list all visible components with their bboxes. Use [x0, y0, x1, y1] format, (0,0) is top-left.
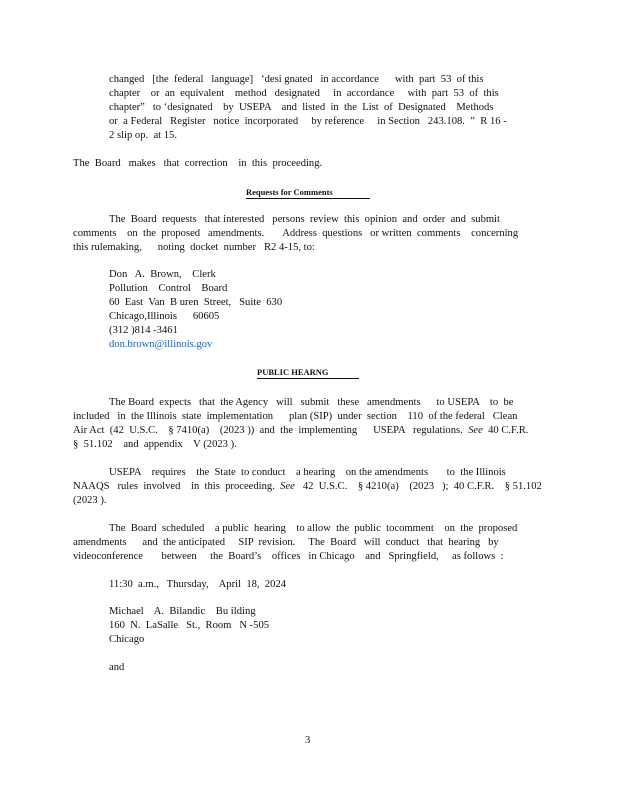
location-city: Chicago [109, 634, 145, 645]
para3-line: amendments and the anticipated SIP revision. The Board will conduct that hearing by [73, 537, 499, 548]
requests-heading: Requests for Comments [246, 186, 370, 199]
para1-line: § 51.102 and appendix V (2023 ). [73, 439, 237, 450]
para1-cite: 40 C.F.R. [488, 425, 529, 436]
para2-line: (2023 ). [73, 495, 107, 506]
clerk-phone: (312 )814 -3461 [109, 325, 178, 336]
requests-line: this rulemaking, noting docket number R2 4-15, to: [73, 242, 315, 253]
public-hearing-heading: PUBLIC HEARNG [257, 366, 359, 379]
para2-line: USEPA requires the State to conduct a hearing on the amendments to the Illinois [109, 467, 506, 478]
page-number: 3 [305, 735, 311, 746]
location-street: 160 N. LaSalle St., Room N -505 [109, 620, 270, 631]
quote-line: chapter or an equivalent method designated in accordance with part 53 of this [109, 88, 499, 99]
para2-line-text: NAAQS rules involved in this proceeding. [73, 481, 275, 492]
para1-line: included in the Illinois state implementation plan (SIP) under section 110 of the federal Clean [73, 411, 518, 422]
clerk-name: Don A. Brown, Clerk [109, 269, 216, 280]
and-text: and [109, 662, 125, 673]
quote-line: chapter” to ‘designated by USEPA and listed in the List of Designated Methods [109, 102, 494, 113]
para1-line: The Board expects that the Agency will submit these amendments to USEPA to be [109, 397, 514, 408]
requests-line: The Board requests that interested persons review this opinion and order and submit [109, 214, 501, 225]
quote-line: changed [the federal language] ‘desi gnated in accordance with part 53 of this [109, 74, 484, 85]
see-signal: See [280, 481, 295, 492]
hearing-time: 11:30 a.m., Thursday, April 18, 2024 [109, 579, 287, 590]
para2-line [73, 480, 542, 494]
clerk-email-link[interactable]: don.brown@illinois.gov [109, 339, 213, 350]
clerk-city: Chicago,Illinois 60605 [109, 311, 220, 322]
clerk-street: 60 East Van B uren Street, Suite 630 [109, 297, 283, 308]
para3-line: videoconference between the Board’s offices in Chicago and Springfield, as follows : [73, 551, 504, 562]
see-signal: See [468, 425, 483, 436]
correction-sentence: The Board makes that correction in this proceeding. [73, 158, 323, 169]
para3-line: The Board scheduled a public hearing to allow the public tocomment on the proposed [109, 523, 518, 534]
location-building: Michael A. Bilandic Bu ilding [109, 606, 256, 617]
requests-line: comments on the proposed amendments. Address questions or written comments concerning [73, 228, 519, 239]
para1-line-text: Air Act (42 U.S.C. § 7410(a) (2023 )) and the implementing USEPA regulations. [73, 425, 463, 436]
quote-line: or a Federal Register notice incorporated by reference in Section 243.108. ” R 16 - [109, 116, 507, 127]
para1-line [73, 424, 528, 438]
para2-cite: 42 U.S.C. § 4210(a) (2023 ); 40 C.F.R. § 51.102 [302, 481, 542, 492]
quote-line: 2 slip op. at 15. [109, 130, 177, 141]
clerk-org: Pollution Control Board [109, 283, 228, 294]
